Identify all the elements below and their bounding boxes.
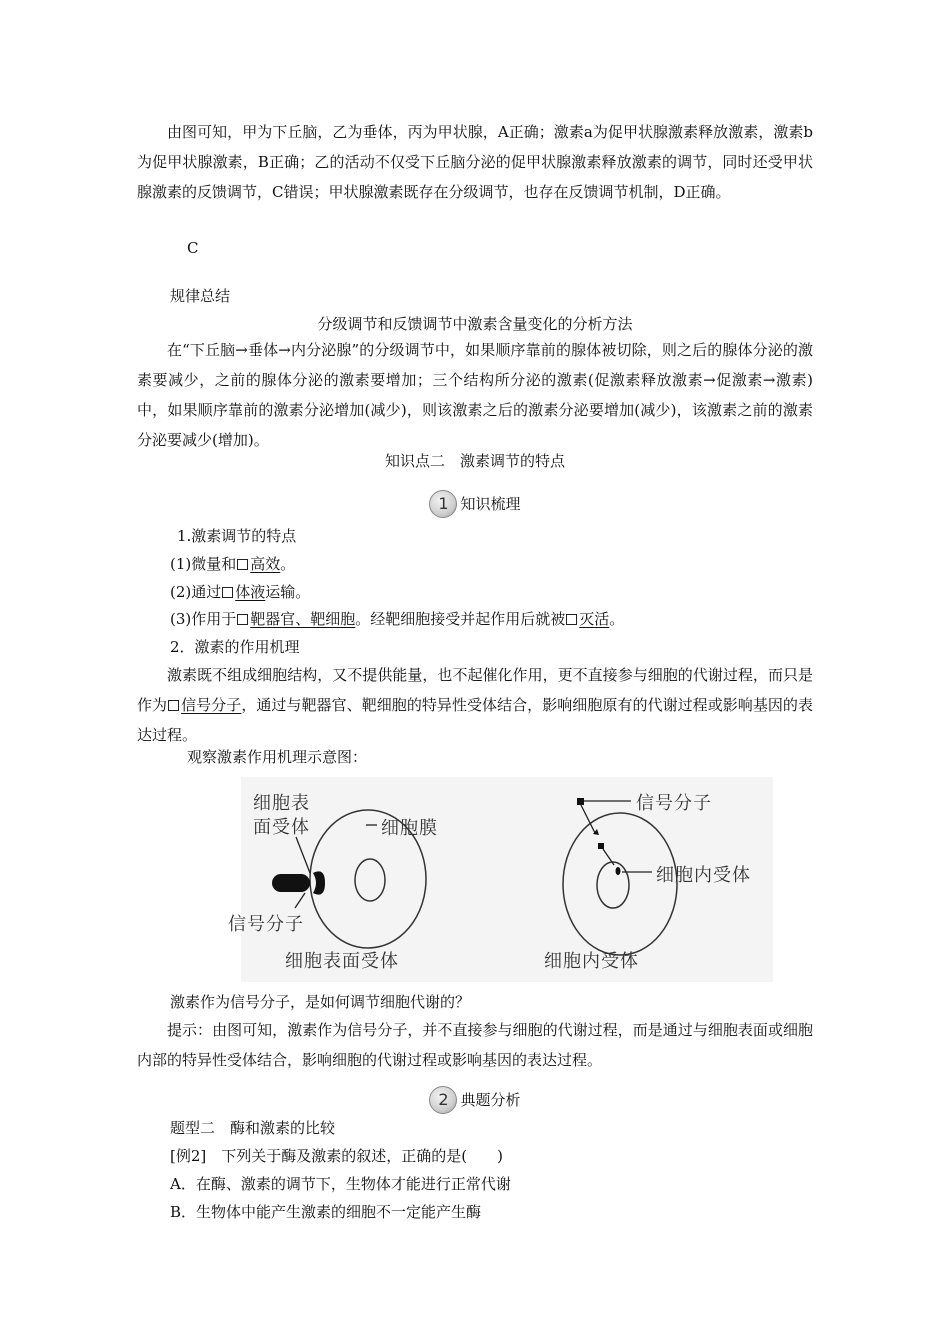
number-one-icon: 1 [429,490,457,518]
item2-paragraph: 激素既不组成细胞结构，又不提供能量，也不起催化作用，更不直接参与细胞的代谢过程，而只是作为 信号分子，通过与靶器官、靶细胞的特异性受体结合，影响细胞原有的代谢过程或影响基因的表达过程。 [137,666,813,744]
hint-paragraph: 提示：由图可知，激素作为信号分子，并不直接参与细胞的代谢过程，而是通过与细胞表面或细胞内部的特异性受体结合，影响细胞的代谢过程或影响基因的表达过程。 [137,1021,813,1069]
right-receptor-label: 细胞内受体 [656,865,751,886]
answer-text: C [187,239,199,257]
left-receptor-label-line1: 细胞表 [253,793,310,814]
signal-pointer-line [295,893,305,908]
badge-label: 典题分析 [460,1091,521,1109]
right-caption: 细胞内受体 [544,951,639,972]
fill-blank-answer: 信号分子 [181,696,242,714]
signal-molecule-shape [272,874,310,892]
summary-title: 分级调节和反馈调节中激素含量变化的分析方法 [317,315,633,333]
badge-label: 知识梳理 [460,495,521,513]
right-signal-label: 信号分子 [636,793,712,814]
item1-2: (2)通过 体液运输。 [170,583,311,601]
left-cell-nucleus [355,859,385,901]
right-cell-nucleus [597,862,629,908]
blank-box-icon [222,587,233,598]
left-signal-label: 信号分子 [228,914,304,935]
example-question: [例2] 下列关于酶及激素的叙述，正确的是( ) [170,1147,503,1165]
fill-blank-answer: 灭活 [579,610,610,628]
hormone-mechanism-diagram [228,777,773,982]
number-two-icon: 2 [429,1086,457,1114]
signal-molecule-outside [577,798,584,805]
option-b: B．生物体中能产生激素的细胞不一定能产生酶 [170,1203,482,1221]
analysis-badge [137,1085,813,1115]
signal-molecule-inside [598,843,604,849]
left-membrane-label: 细胞膜 [381,818,438,839]
fill-blank-answer: 靶器官、靶细胞 [250,610,356,628]
item1-3: (3)作用于 靶器官、靶细胞。经靶细胞接受并起作用后就被 灭活。 [170,610,625,628]
item2-heading: 2．激素的作用机理 [170,638,300,656]
intracellular-receptor-shape [616,867,621,875]
option-a: A．在酶、激素的调节下，生物体才能进行正常代谢 [170,1175,511,1193]
analysis-paragraph: 由图可知，甲为下丘脑，乙为垂体，丙为甲状腺，A正确；激素a为促甲状腺激素释放激素，激素b为促甲状腺激素，B正确；乙的活动不仅受下丘脑分泌的促甲状腺激素释放激素的调节，同时还受甲状腺激素的反馈调节，C错误；甲状腺激素既存在分级调节，也存在反馈调节机制，D正确。 [137,123,813,201]
summary-body: 在“下丘脑→垂体→内分泌腺”的分级调节中，如果顺序靠前的腺体被切除，则之后的腺体分泌的激素要减少，之前的腺体分泌的激素要增加；三个结构所分泌的激素(促激素释放激素→促激素→激素)中，如果顺序靠前的激素分泌增加(减少)，则该激素之后的激素分泌要增加(减少)，该激素之前的激素分泌要减少(增加)。 [137,341,813,449]
item1-1: (1)微量和 高效。 [170,555,296,573]
knowledge-badge [137,489,813,519]
blank-box-icon [168,700,179,711]
surface-receptor-shape [313,871,325,894]
question-text: 激素作为信号分子，是如何调节细胞代谢的？ [170,993,471,1011]
blank-box-icon [237,614,248,625]
fill-blank-answer: 体液 [235,583,266,601]
left-caption: 细胞表面受体 [285,951,399,972]
summary-heading: 规律总结 [170,287,231,305]
item1-heading: 1.激素调节的特点 [177,527,297,545]
blank-box-icon [237,559,248,570]
fill-blank-answer: 高效 [250,555,281,573]
blank-box-icon [566,614,577,625]
question-type-title: 题型二 酶和激素的比较 [170,1119,336,1137]
observe-caption: 观察激素作用机理示意图： [187,748,368,766]
section-title: 知识点二 激素调节的特点 [384,452,565,470]
left-receptor-label-line2: 面受体 [253,817,310,838]
receptor-pointer-line [296,837,310,873]
